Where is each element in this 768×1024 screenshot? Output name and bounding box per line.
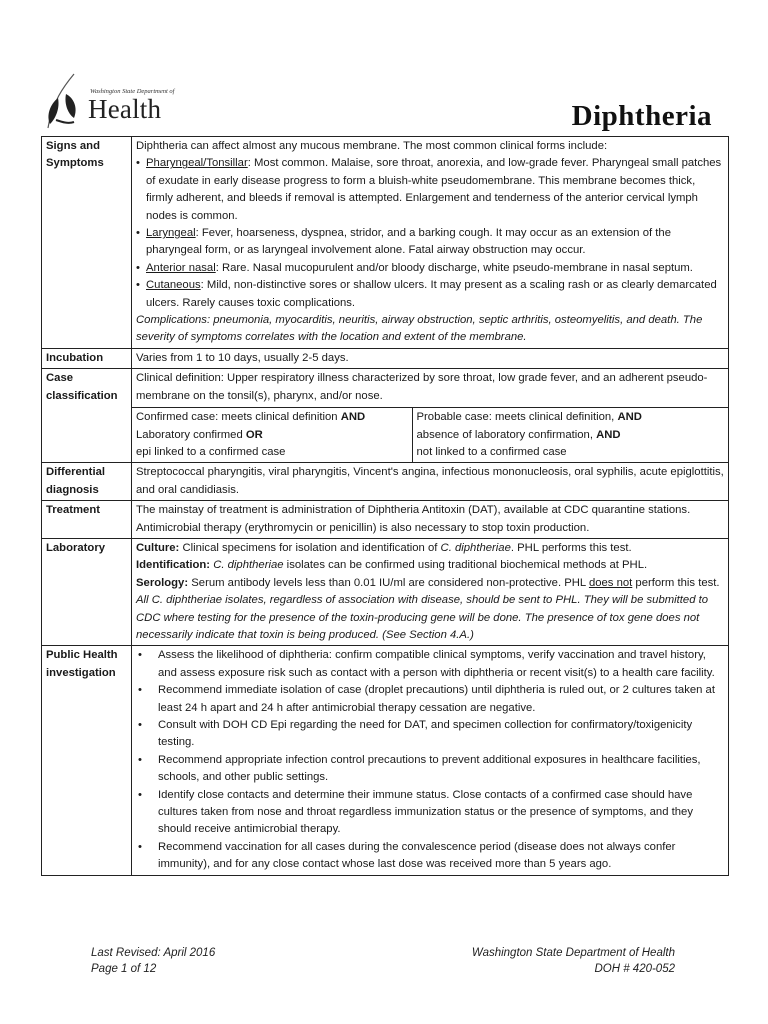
confirmed-text: epi linked to a confirmed case — [136, 445, 286, 458]
culture-label: Culture: — [136, 541, 180, 554]
form-text: : Most common. Malaise, sore throat, anorexia, and low-grade fever. Pharyngeal small patches of exudate in early disease progress to form a bluish-white pseudomembrane. This membrane becomes thick, firmly adherent, and bleeds if removal is attempted. Enlargement and tenderness of the anterior cervical lymph nodes is common. — [146, 157, 722, 222]
lab-culture — [136, 540, 724, 557]
list-item: • Assess the likelihood of diphtheria: confirm compatible clinical symptoms, verify vaccination and travel history, and assess exposure risk such as contact with a person with diphtheria or recent visit(s) to a health care facility. — [136, 647, 724, 682]
probable-and: AND — [596, 428, 621, 441]
table-row-differential — [42, 463, 729, 501]
row-label-incubation: Incubation — [42, 348, 132, 368]
table-row-case — [42, 369, 729, 463]
row-label-laboratory: Laboratory — [42, 538, 132, 645]
probable-case — [412, 408, 728, 462]
row-label-differential: Differential diagnosis — [42, 463, 132, 501]
row-content-treatment: The mainstay of treatment is administration of Diphtheria Antitoxin (DAT), available at CDC quarantine stations. Antimicrobial therapy (erythromycin or penicillin) is also necessary to stop toxin production. — [132, 501, 729, 539]
footer-left — [91, 946, 215, 977]
identification-text: isolates can be confirmed using traditional biochemical methods at PHL. — [283, 559, 648, 572]
list-item: • Recommend vaccination for all cases during the convalescence period (disease does not always confer immunity), and for any close contact whose last dose was received more than 5 years ago. — [136, 839, 724, 874]
table-row-treatment — [42, 501, 729, 539]
list-item: • Recommend immediate isolation of case (droplet precautions) until diphtheria is ruled out, or 2 cultures taken at least 24 h apart and 24 h after antimicrobial therapy cessation are negative. — [136, 682, 724, 717]
lab-identification — [136, 557, 724, 574]
probable-and: AND — [617, 411, 642, 424]
serology-text: Serum antibody levels less than 0.01 IU/ml are considered non-protective. PHL — [188, 576, 589, 589]
form-name: Anterior nasal — [146, 261, 216, 274]
identification-label: Identification: — [136, 559, 211, 572]
probable-text: not linked to a confirmed case — [416, 445, 567, 458]
probable-text: absence of laboratory confirmation, — [416, 428, 597, 441]
form-text: : Mild, non-distinctive sores or shallow ulcers. It may present as a scaling rash or as clearly demarcated ulcers. Rarely causes toxic complications. — [146, 279, 717, 309]
case-definitions-table — [132, 408, 728, 462]
organism-name: C. diphtheriae — [210, 559, 284, 572]
doh-logo — [44, 72, 184, 132]
form-name: Laryngeal — [146, 227, 196, 240]
row-label-investigation: Public Health investigation — [42, 646, 132, 875]
lab-serology — [136, 575, 724, 592]
row-content-laboratory — [132, 538, 729, 645]
form-name: Cutaneous — [146, 279, 201, 292]
list-item — [136, 277, 724, 312]
clinical-definition: Clinical definition: Upper respiratory illness characterized by sore throat, low grade fever, and an adherent pseudo-membrane on the tonsil(s), pharynx, and/or nose. — [132, 369, 728, 408]
confirmed-case — [132, 408, 412, 462]
form-text: : Rare. Nasal mucopurulent and/or bloody discharge, white pseudo-membrane in nasal septum. — [215, 261, 693, 274]
confirmed-or: OR — [245, 428, 263, 441]
serology-label: Serology: — [136, 576, 189, 589]
investigation-list — [136, 647, 724, 873]
culture-text: . PHL performs this test. — [510, 541, 632, 554]
row-content-investigation — [132, 646, 729, 875]
table-row-incubation — [42, 348, 729, 368]
logo-health-text: Health — [88, 94, 162, 124]
disease-summary-table — [41, 136, 729, 876]
culture-text: Clinical specimens for isolation and identification of — [179, 541, 441, 554]
serology-does-not: does not — [588, 576, 633, 589]
last-revised: Last Revised: April 2016 — [91, 947, 216, 959]
confirmed-and: AND — [340, 411, 366, 424]
row-label-case: Case classification — [42, 369, 132, 463]
list-item: • Recommend appropriate infection control precautions to prevent additional exposures in healthcare facilities, schools, and other public settings. — [136, 752, 724, 787]
form-name: Pharyngeal/Tonsillar — [146, 157, 248, 170]
row-content-differential: Streptococcal pharyngitis, viral pharyngitis, Vincent's angina, infectious mononucleosis, oral syphilis, acute epiglottitis, and oral candidiasis. — [132, 463, 729, 501]
table-row-laboratory — [42, 538, 729, 645]
logo-agency-text: Washington State Department of — [90, 88, 175, 95]
document-title: Diphtheria — [571, 100, 712, 132]
list-item: • Consult with DOH CD Epi regarding the need for DAT, and specimen collection for confirmatory/toxigenicity testing. — [136, 717, 724, 752]
list-item — [136, 155, 724, 225]
row-content-case — [132, 369, 729, 463]
table-row-investigation — [42, 646, 729, 875]
lab-note: All C. diphtheriae isolates, regardless of association with disease, should be sent to PHL. They will be submitted to CDC where testing for the presence of the toxin-producing gene will be done. The presence of tox gene does not necessarily indicate that toxin is being produced. (See Section 4.A.) — [136, 594, 709, 641]
list-item — [136, 225, 724, 260]
organism-name: C. diphtheriae — [440, 541, 511, 554]
clinical-forms-list — [136, 155, 724, 312]
row-content-incubation: Varies from 1 to 10 days, usually 2-5 days. — [132, 348, 729, 368]
table-row-signs — [42, 137, 729, 349]
page-number: Page 1 of 12 — [91, 962, 157, 975]
row-label-treatment: Treatment — [42, 501, 132, 539]
signs-intro: Diphtheria can affect almost any mucous membrane. The most common clinical forms include: — [136, 140, 608, 152]
doh-logo-icon — [44, 72, 88, 134]
footer-right — [472, 946, 675, 977]
confirmed-text: Laboratory confirmed — [136, 428, 246, 441]
doc-number: DOH # 420-052 — [594, 962, 675, 975]
serology-text: perform this test. — [632, 576, 720, 589]
row-content-signs — [132, 137, 729, 349]
form-text: : Fever, hoarseness, dyspnea, stridor, and a barking cough. It may occur as an extension of the pharyngeal form, or as laryngeal involvement alone. Fatal airway obstruction may occur. — [146, 227, 671, 257]
list-item: • Identify close contacts and determine their immune status. Close contacts of a confirmed case should have cultures taken from nose and throat regardless immunization status or the presence of symptoms, and they should receive antimicrobial therapy. — [136, 787, 724, 839]
list-item — [136, 260, 724, 277]
complications-text: Complications: pneumonia, myocarditis, neuritis, airway obstruction, septic arthritis, osteomyelitis, and death. The severity of symptoms correlates with the location and extent of the membrane. — [136, 314, 703, 344]
agency-name: Washington State Department of Health — [471, 947, 675, 959]
row-label-signs: Signs and Symptoms — [42, 137, 132, 349]
probable-text: Probable case: meets clinical definition, — [416, 411, 618, 424]
confirmed-text: Confirmed case: meets clinical definition — [136, 411, 341, 424]
